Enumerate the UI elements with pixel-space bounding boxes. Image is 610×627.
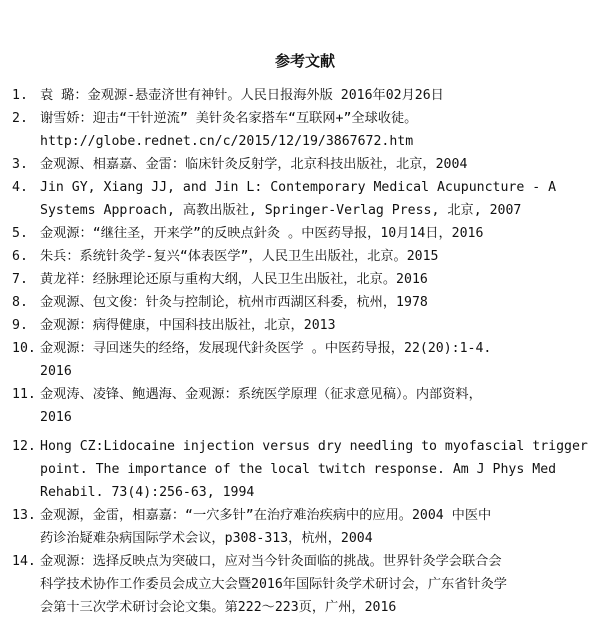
reference-text: 黄龙祥：经脉理论还原与重构大纲，人民卫生出版社，北京。2016 [40, 272, 428, 287]
reference-number: 4. [12, 180, 28, 195]
reference-text: 金观源、相嘉嘉、金雷：临床针灸反射学，北京科技出版社，北京，2004 [40, 157, 468, 172]
reference-number: 14. [12, 554, 36, 569]
reference-item [12, 153, 602, 176]
reference-number: 1. [12, 88, 28, 103]
reference-item [12, 383, 602, 429]
reference-item [12, 222, 602, 245]
reference-number: 3. [12, 157, 28, 172]
reference-text: 金观源：选择反映点为突破口，应对当今针灸面临的挑战。世界针灸学会联合会 科学技术协作工作委员会成立大会暨2016年国际针灸学术研讨会，广东省针灸学 会第十三次学术研讨会论文集。第222～223页，广州，2016 [40, 554, 507, 615]
reference-item [12, 504, 602, 550]
page-title: 参考文献 [274, 52, 335, 70]
reference-item [12, 314, 602, 337]
reference-text: 金观源：寻回迷失的经络，发展现代針灸医学 。中医药导报，22(20):1-4. 2016 [40, 341, 492, 379]
reference-text: Jin GY, Xiang JJ, and Jin L: Contemporary Medical Acupuncture - A Systems Approach, 高教出版社, Springer-Verlag Press, 北京, 2007 [40, 180, 557, 218]
reference-item [12, 84, 602, 107]
reference-number: 12. [12, 439, 36, 454]
reference-number: 6. [12, 249, 28, 264]
reference-number: 2. [12, 111, 28, 126]
reference-item [12, 176, 602, 222]
reference-text: 金观源：“继往圣，开来学”的反映点針灸 。中医药导报，10月14日，2016 [40, 226, 484, 241]
reference-number: 11. [12, 387, 36, 402]
reference-item [12, 245, 602, 268]
reference-item [12, 337, 602, 383]
reference-number: 8. [12, 295, 28, 310]
reference-text: 袁 璐：金观源-悬壶济世有神针。人民日报海外版 2016年02月26日 [40, 88, 444, 103]
reference-text: 金观源：病得健康，中国科技出版社，北京，2013 [40, 318, 336, 333]
reference-item [12, 268, 602, 291]
reference-item [12, 107, 602, 153]
reference-text: 金观源、包文俊：针灸与控制论，杭州市西湖区科委，杭州，1978 [40, 295, 428, 310]
reference-text: 金观源，金雷，相嘉嘉：“一穴多针”在治疗难治疾病中的应用。2004 中医中 药诊治疑难杂病国际学术会议，p308-313，杭州，2004 [40, 508, 492, 546]
reference-text: 谢雪娇：迎击“干针逆流” 美针灸名家搭车“互联网+”全球收徒。 http://globe.rednet.cn/c/2015/12/19/3867672.htm [40, 111, 418, 149]
reference-text: Hong CZ:Lidocaine injection versus dry needling to myofascial trigger point. The importance of the local twitch response. Am J Phys Med Rehabil. 73(4):256-63, 1994 [40, 439, 588, 500]
reference-item [12, 291, 602, 314]
reference-text: 朱兵：系统针灸学-复兴“体表医学”，人民卫生出版社，北京。2015 [40, 249, 439, 264]
reference-number: 10. [12, 341, 36, 356]
reference-number: 13. [12, 508, 36, 523]
reference-item [12, 435, 602, 504]
reference-list [12, 84, 602, 619]
reference-number: 5. [12, 226, 28, 241]
reference-item [12, 550, 602, 619]
reference-number: 7. [12, 272, 28, 287]
reference-number: 9. [12, 318, 28, 333]
reference-text: 金观涛、凌锋、鲍遇海、金观源：系统医学原理（征求意见稿）。内部资料， 2016 [40, 387, 482, 425]
